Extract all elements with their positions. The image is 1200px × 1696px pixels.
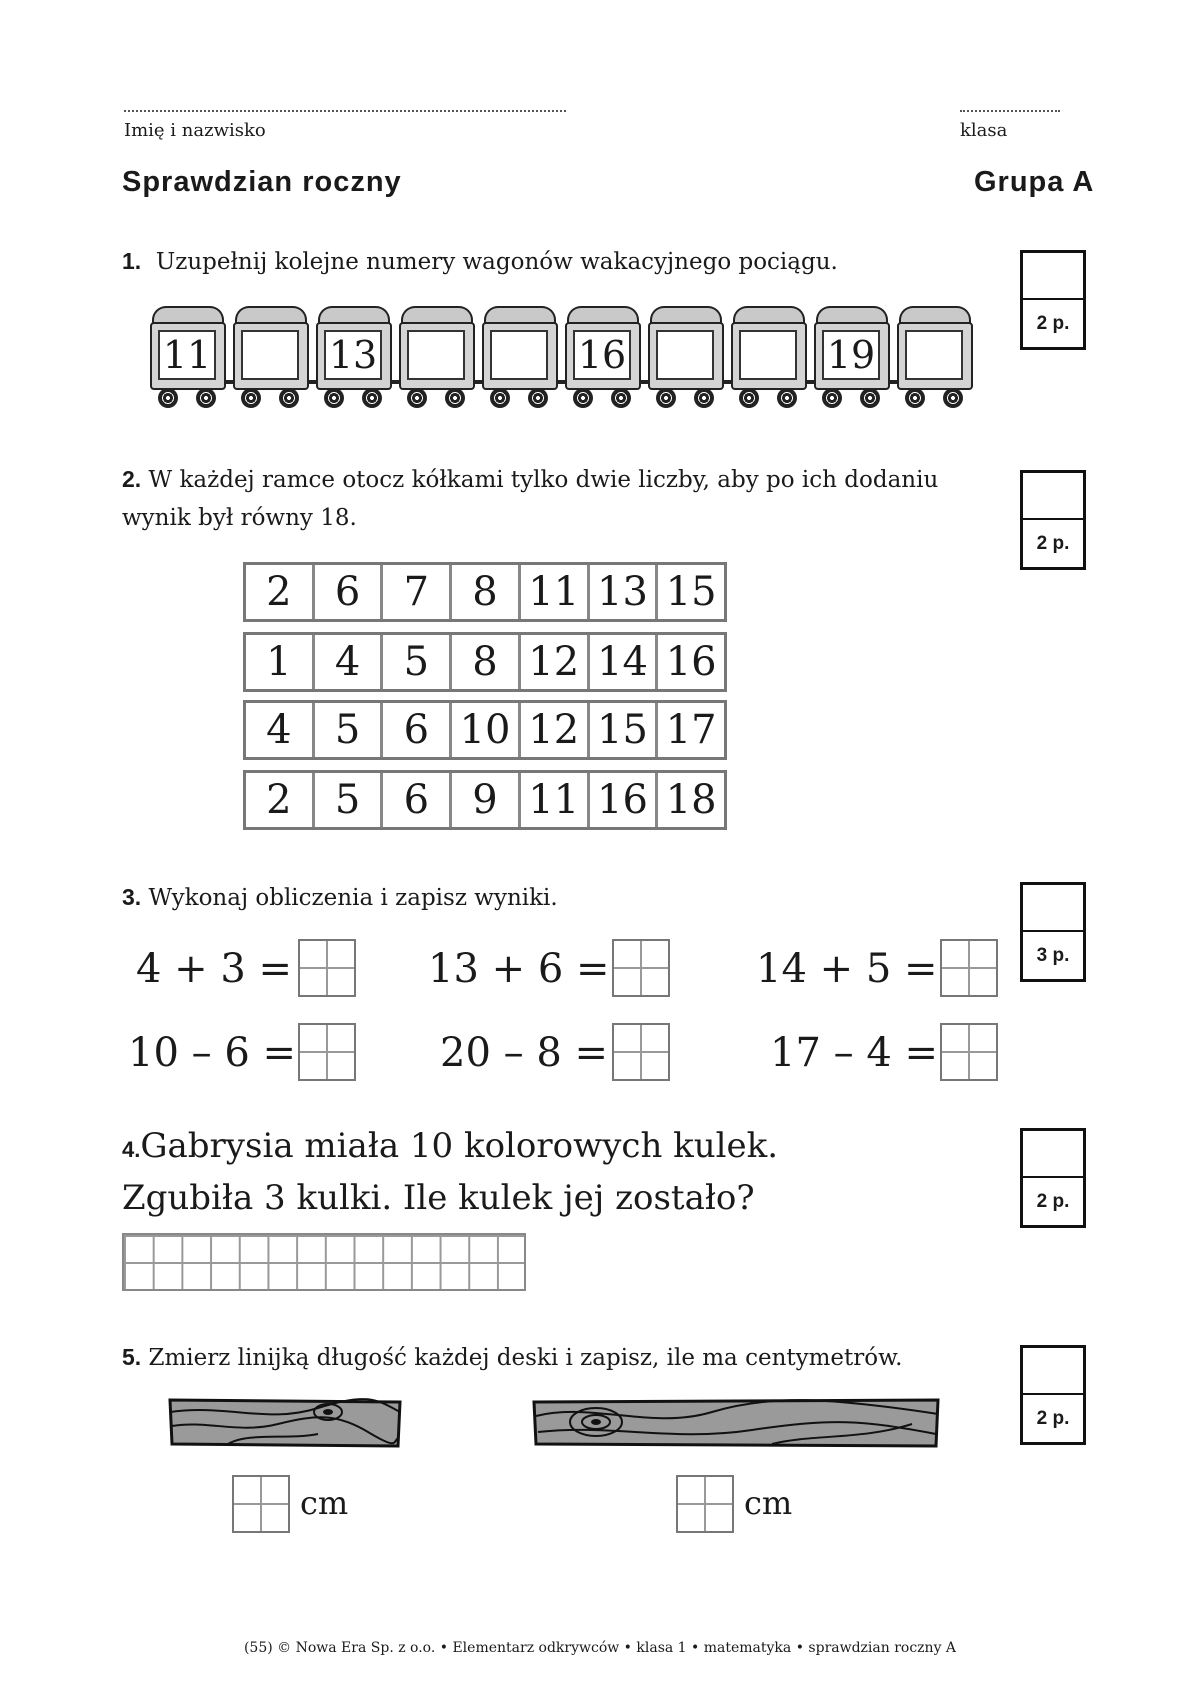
number-cell[interactable]: 2 <box>246 773 315 827</box>
points-label: 2 p. <box>1036 532 1070 554</box>
wagon <box>480 306 560 410</box>
task5-number: 5. <box>122 1344 142 1370</box>
wagon-number-input[interactable] <box>656 330 714 380</box>
task3-number: 3. <box>122 884 142 910</box>
wagon-number-input[interactable] <box>241 330 299 380</box>
equation: 13 + 6 = <box>428 946 610 992</box>
points-label: 2 p. <box>1036 1190 1070 1212</box>
task1-text: Uzupełnij kolejne numery wagonów wakacyjnego pociągu. <box>155 249 838 275</box>
wagon <box>231 306 311 410</box>
number-cell[interactable]: 12 <box>521 635 590 689</box>
short-plank-image <box>168 1394 402 1450</box>
footer-credits: (55) © Nowa Era Sp. z o.o. • Elementarz odkrywców • klasa 1 • matematyka • sprawdzian roczny A <box>243 1640 957 1656</box>
wheel-icon <box>158 388 178 408</box>
wheel-icon <box>573 388 593 408</box>
equation: 4 + 3 = <box>136 946 293 992</box>
wagon <box>314 306 394 410</box>
answer-box[interactable] <box>940 1023 998 1081</box>
page-title: Sprawdzian roczny <box>122 166 402 198</box>
group-label: Grupa A <box>974 166 1095 198</box>
task4-number: 4. <box>122 1137 141 1162</box>
wagon-number: 11 <box>158 330 216 380</box>
wagon <box>397 306 477 410</box>
wheel-icon <box>324 388 344 408</box>
wheel-icon <box>656 388 676 408</box>
task1-score-box <box>1020 250 1086 350</box>
number-cell[interactable]: 10 <box>452 703 521 757</box>
wheel-icon <box>777 388 797 408</box>
wheel-icon <box>490 388 510 408</box>
number-cell[interactable]: 16 <box>590 773 659 827</box>
wheel-icon <box>196 388 216 408</box>
number-cell[interactable]: 8 <box>452 635 521 689</box>
score-field[interactable] <box>1023 885 1083 932</box>
number-cell[interactable]: 15 <box>590 703 659 757</box>
length-answer-box[interactable] <box>676 1475 734 1533</box>
answer-box[interactable] <box>940 939 998 997</box>
task5-score-box <box>1020 1345 1086 1445</box>
task5-text: Zmierz linijką długość każdej deski i zapisz, ile ma centymetrów. <box>148 1345 903 1371</box>
number-cell[interactable]: 16 <box>665 639 717 685</box>
number-frame <box>243 632 727 692</box>
equation: 14 + 5 = <box>756 946 938 992</box>
equation: 20 – 8 = <box>440 1030 609 1076</box>
points-label: 2 p. <box>1036 312 1070 334</box>
number-cell[interactable]: 13 <box>590 565 659 619</box>
task4-text-line2: Zgubiła 3 kulki. Ile kulek jej zostało? <box>122 1178 755 1218</box>
number-cell[interactable]: 2 <box>246 565 315 619</box>
number-cell[interactable]: 1 <box>246 635 315 689</box>
task3-instruction <box>122 878 558 917</box>
number-cell[interactable]: 12 <box>521 703 590 757</box>
answer-box[interactable] <box>612 939 670 997</box>
task1-number: 1. <box>122 248 142 274</box>
answer-box[interactable] <box>612 1023 670 1081</box>
class-line[interactable] <box>960 110 1060 112</box>
wagon-number: 19 <box>822 330 880 380</box>
number-cell[interactable]: 7 <box>383 565 452 619</box>
number-cell[interactable]: 8 <box>452 565 521 619</box>
score-field[interactable] <box>1023 1131 1083 1178</box>
wheel-icon <box>362 388 382 408</box>
task3-score-box <box>1020 882 1086 982</box>
wheel-icon <box>739 388 759 408</box>
score-field[interactable] <box>1023 473 1083 520</box>
score-field[interactable] <box>1023 1348 1083 1395</box>
number-cell[interactable]: 11 <box>521 565 590 619</box>
task4-text-line1: Gabrysia miała 10 kolorowych kulek. <box>140 1126 779 1166</box>
wheel-icon <box>279 388 299 408</box>
wheel-icon <box>943 388 963 408</box>
wheel-icon <box>611 388 631 408</box>
number-frame <box>243 562 727 622</box>
equation: 10 – 6 = <box>128 1030 297 1076</box>
task4-story <box>122 1122 982 1222</box>
task2-instruction <box>122 460 962 537</box>
wagon <box>895 306 975 410</box>
answer-box[interactable] <box>298 1023 356 1081</box>
number-frame <box>243 770 727 830</box>
train <box>148 306 978 416</box>
wagon <box>563 306 643 410</box>
wheel-icon <box>822 388 842 408</box>
wagon <box>646 306 726 410</box>
points-label: 2 p. <box>1036 1407 1070 1429</box>
unit-label: cm <box>744 1484 793 1522</box>
wagon-number-input[interactable] <box>739 330 797 380</box>
number-cell[interactable]: 6 <box>383 773 452 827</box>
task3-text: Wykonaj obliczenia i zapisz wyniki. <box>148 885 558 911</box>
number-cell[interactable]: 5 <box>383 635 452 689</box>
number-cell[interactable]: 6 <box>383 703 452 757</box>
points-label: 3 p. <box>1036 944 1070 966</box>
answer-box[interactable] <box>298 939 356 997</box>
wagon-number-input[interactable] <box>407 330 465 380</box>
number-frame <box>243 700 727 760</box>
name-label: Imię i nazwisko <box>124 120 266 141</box>
number-cell[interactable]: 5 <box>315 773 384 827</box>
task2-text-line1: W każdej ramce otocz kółkami tylko dwie liczby, aby po ich dodaniu <box>148 467 939 493</box>
length-answer-box[interactable] <box>232 1475 290 1533</box>
wagon <box>729 306 809 410</box>
wheel-icon <box>528 388 548 408</box>
task1-instruction <box>122 242 838 281</box>
wheel-icon <box>407 388 427 408</box>
number-cell[interactable]: 11 <box>521 773 590 827</box>
number-cell[interactable]: 18 <box>665 777 717 823</box>
wagon-number-input[interactable] <box>905 330 963 380</box>
class-label: klasa <box>960 120 1008 141</box>
wheel-icon <box>694 388 714 408</box>
number-cell[interactable]: 4 <box>315 635 384 689</box>
wheel-icon <box>241 388 261 408</box>
number-cell[interactable]: 9 <box>452 773 521 827</box>
wheel-icon <box>445 388 465 408</box>
answer-grid[interactable] <box>122 1233 526 1291</box>
task4-score-box <box>1020 1128 1086 1228</box>
task5-instruction <box>122 1338 902 1377</box>
number-cell[interactable]: 4 <box>246 703 315 757</box>
equation: 17 – 4 = <box>770 1030 939 1076</box>
wagon-number: 16 <box>573 330 631 380</box>
wheel-icon <box>905 388 925 408</box>
wheel-icon <box>860 388 880 408</box>
wagon-number-input[interactable] <box>490 330 548 380</box>
wagon <box>148 306 228 410</box>
wagon <box>812 306 892 410</box>
name-line[interactable] <box>124 110 566 112</box>
unit-label: cm <box>300 1484 349 1522</box>
long-plank-image <box>532 1394 940 1450</box>
task2-text-line2: wynik był równy 18. <box>122 505 357 531</box>
number-cell[interactable]: 6 <box>315 565 384 619</box>
task2-score-box <box>1020 470 1086 570</box>
number-cell[interactable]: 15 <box>665 569 717 615</box>
wagon-number: 13 <box>324 330 382 380</box>
number-cell[interactable]: 5 <box>315 703 384 757</box>
number-cell[interactable]: 17 <box>665 707 717 753</box>
number-cell[interactable]: 14 <box>590 635 659 689</box>
score-field[interactable] <box>1023 253 1083 300</box>
task2-number: 2. <box>122 466 142 492</box>
